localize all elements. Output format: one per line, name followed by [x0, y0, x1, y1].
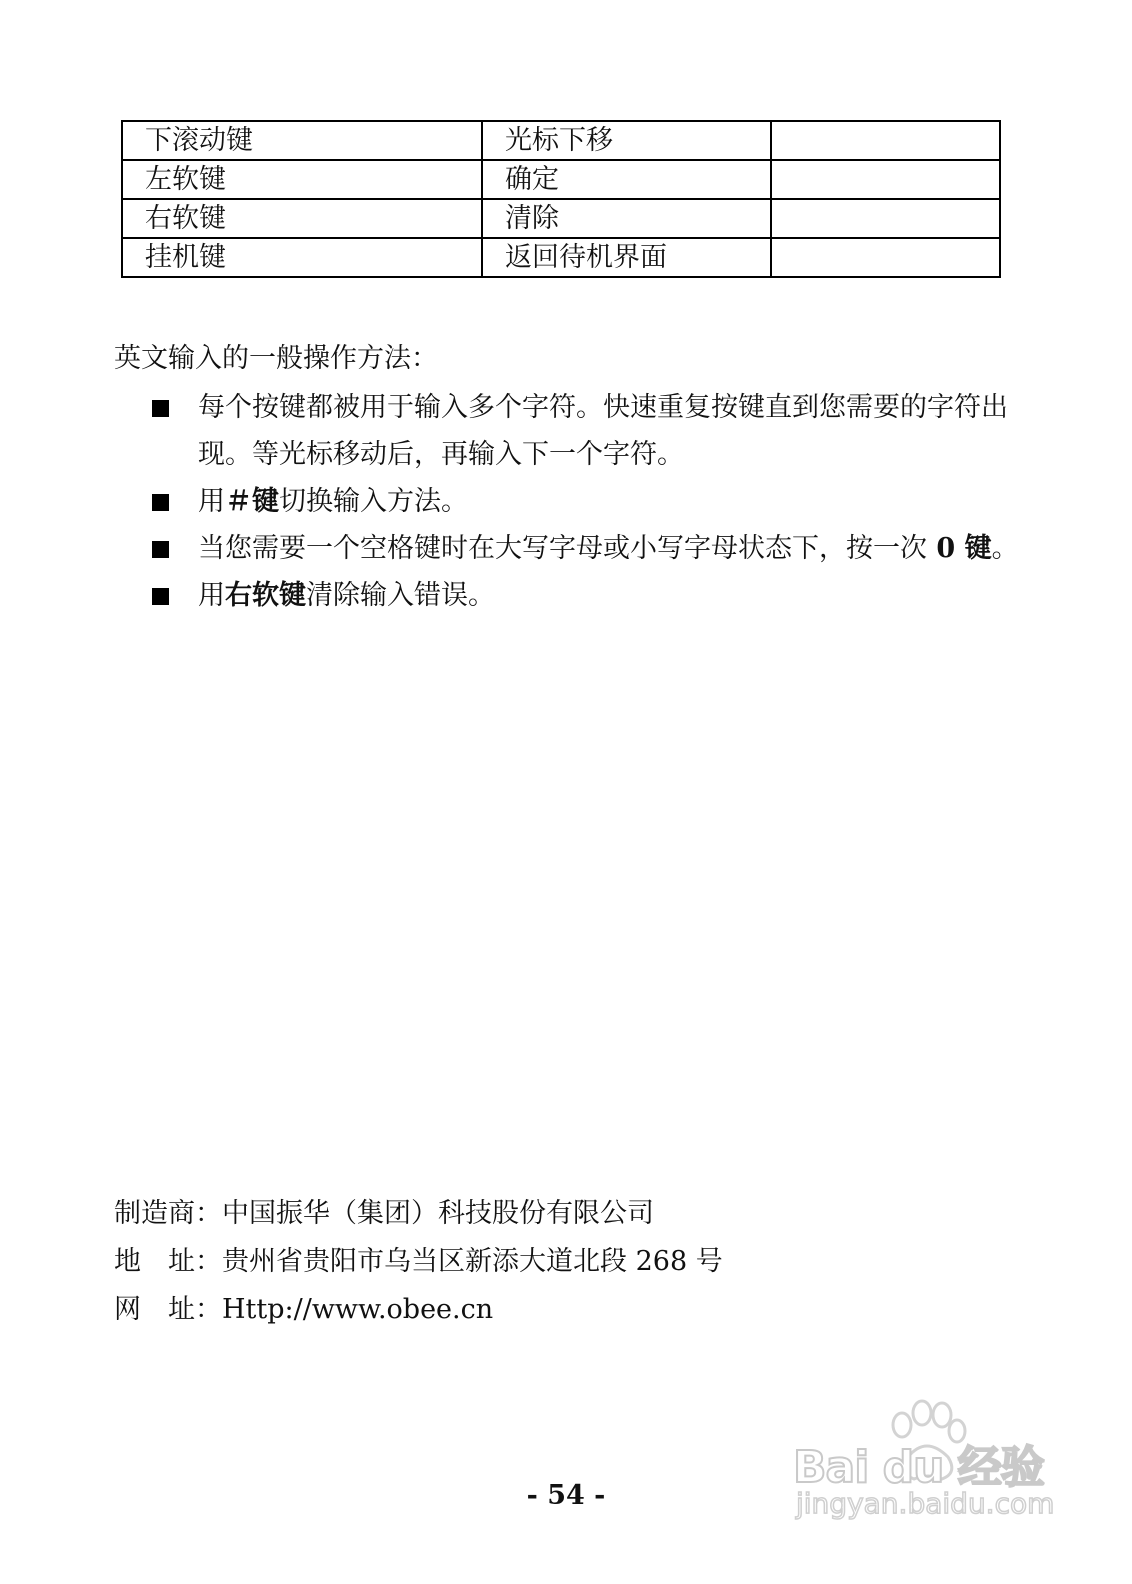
address-row — [114, 1238, 723, 1286]
watermark-url: jingyan.baidu.com — [796, 1487, 1055, 1520]
bullet-text: 用 — [198, 580, 225, 611]
list-item — [152, 525, 1022, 572]
key-cell: 左软键 — [122, 160, 482, 199]
bullet-text: 用 — [198, 486, 225, 517]
website-value: Http://www.obee.cn — [222, 1294, 494, 1325]
instruction-list — [152, 384, 1022, 619]
bullet-text: 清除输入错误。 — [306, 580, 495, 611]
watermark-brand: Bai du 经验 — [793, 1442, 1044, 1493]
function-cell: 光标下移 — [482, 121, 771, 160]
function-cell: 返回待机界面 — [482, 238, 771, 277]
list-item — [152, 384, 1022, 478]
note-cell — [771, 121, 1000, 160]
table-row — [122, 160, 1000, 199]
key-cell: 挂机键 — [122, 238, 482, 277]
function-cell: 确定 — [482, 160, 771, 199]
square-bullet-icon — [152, 494, 169, 511]
table-row — [122, 199, 1000, 238]
key-cell: 右软键 — [122, 199, 482, 238]
square-bullet-icon — [152, 400, 169, 417]
table-row — [122, 238, 1000, 277]
website-label: 网 址： — [114, 1294, 222, 1325]
manufacturer-info — [114, 1190, 723, 1334]
square-bullet-icon — [152, 588, 169, 605]
address-label: 地 址： — [114, 1246, 222, 1277]
list-item — [152, 572, 1022, 619]
maker-value: 中国振华（集团）科技股份有限公司 — [222, 1198, 654, 1229]
key-function-table — [121, 120, 1001, 278]
address-value: 贵州省贵阳市乌当区新添大道北段 268 号 — [222, 1246, 723, 1277]
section-intro: 英文输入的一般操作方法： — [114, 343, 438, 374]
note-cell — [771, 160, 1000, 199]
note-cell — [771, 199, 1000, 238]
bullet-bold-text: ＃键 — [225, 486, 279, 517]
bullet-text: 切换输入方法。 — [279, 486, 468, 517]
function-cell: 清除 — [482, 199, 771, 238]
bullet-text: 。 — [991, 533, 1019, 564]
bullet-text: 当您需要一个空格键时在大写字母或小写字母状态下，按一次 — [198, 533, 927, 564]
key-cell: 下滚动键 — [122, 121, 482, 160]
maker-label: 制造商： — [114, 1198, 222, 1229]
bullet-bold-text: 0 键 — [927, 533, 992, 564]
page-number: - 54 - — [526, 1480, 606, 1511]
list-item — [152, 478, 1022, 525]
note-cell — [771, 238, 1000, 277]
square-bullet-icon — [152, 541, 169, 558]
table-row — [122, 121, 1000, 160]
maker-row — [114, 1190, 723, 1238]
bullet-text: 每个按键都被用于输入多个字符。快速重复按键直到您需要的字符出现。等光标移动后，再输入下一个字符。 — [198, 392, 1008, 470]
website-row — [114, 1286, 723, 1334]
bullet-bold-text: 右软键 — [225, 580, 306, 611]
